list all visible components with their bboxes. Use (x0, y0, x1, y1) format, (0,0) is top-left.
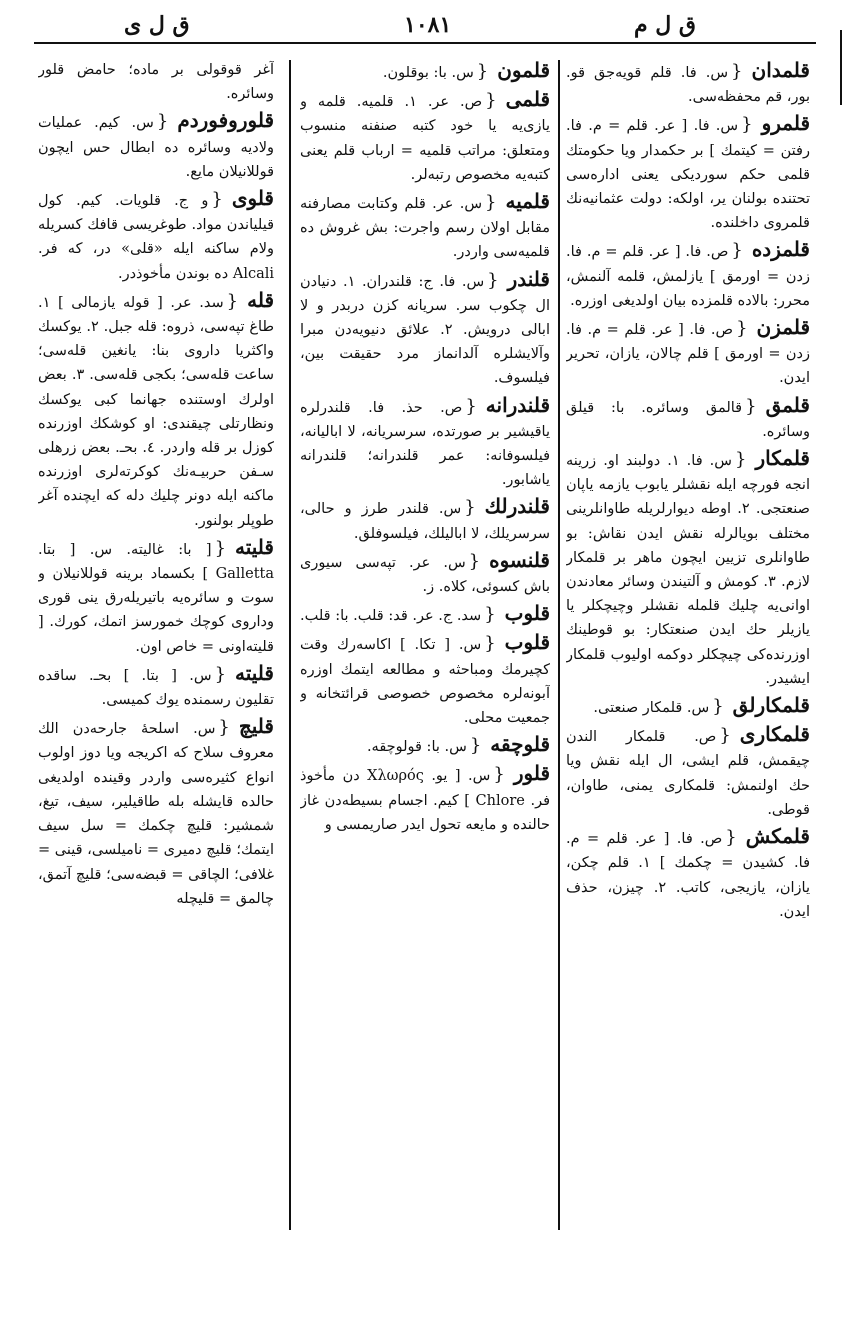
entry-definition: آغر قوقولی بر ماده؛ حامض قلور وسائره. (38, 62, 274, 103)
brace-mark: { (214, 537, 227, 559)
entry-headword: قلندر (507, 266, 550, 291)
brace-mark: { (468, 550, 481, 572)
brace-mark: { (719, 725, 731, 747)
brace-mark: { (226, 290, 239, 312)
column-right (566, 58, 810, 1233)
dictionary-entry (300, 267, 550, 391)
entry-headword: قلیته (235, 534, 274, 559)
brace-mark: { (741, 114, 753, 136)
entry-headword: قلمق (765, 392, 810, 417)
entry-definition: سد. عر. [ قوله یازمالی ] ١. طاغ تپه‌سی، ذروه: قله جبل. ٢. یوکسك واکثریا داروی بنا: یانغین قله‌سی؛ ساعت قله‌سی؛ بکجی قله‌سی. ٣. بعض اولرك اوستنده جهانما کبی یوکسك ونظارتلی چیقندی: او کوشکك اوزرنده کوزل بر قله واردر. ٤. بحـ. بعض زرهلی سـفن حربیـه‌نك کوکرته‌لری اوزرنده ماکنه ایله دونر چلیك دله که ایچنده آغر طوپلر بولنور. (38, 294, 274, 529)
dictionary-entry (300, 189, 550, 265)
entry-definition: س. عر. قلم وکتابت مصارفنه مقابل اولان رسم واجرت: بش غروش ده قلمیه‌سی واردر. (300, 196, 550, 261)
entry-definition: [ با: غالیته. س. [ بتا. Galletta ] بکسماد برینه قوللانیلان و سوت و سائره‌یه باتیریله‌رق ینی قوری وداروی کوچك خمورسز اتمك، کورك. [ قلیته‌اونی = خاص اون. (38, 541, 274, 655)
brace-mark: { (469, 735, 482, 757)
dictionary-entry (300, 601, 550, 628)
column-divider-right (558, 60, 560, 1230)
entry-definition: س. [ تکا. ] اکاسه‌رك وقت کچیرمك ومباحثه و مطالعه ایتمك اوزره آبونه‌لره مخصوص خصوصی قرائتخانه و جمعیت محلی. (300, 637, 550, 727)
entry-definition: س. قلندر طرز و حالی، سرسریلك، لا ابالیلك، فیلسوفلق. (300, 501, 550, 542)
page-header (34, 10, 816, 42)
brace-mark: { (493, 764, 505, 786)
brace-mark: { (464, 497, 476, 519)
brace-mark: { (484, 604, 496, 626)
brace-mark: { (156, 111, 169, 133)
dictionary-entry (566, 722, 810, 822)
brace-mark: { (487, 269, 499, 291)
dictionary-entry (566, 824, 810, 924)
dictionary-entry (38, 58, 274, 106)
entry-definition: سد. ج. عر. قد: قلب. با: قلب. (300, 608, 482, 625)
brace-mark: { (484, 633, 496, 655)
entry-headword: قلندرانه (485, 392, 550, 417)
entry-headword: قلیچ (238, 714, 274, 739)
margin-mark (840, 30, 842, 105)
entry-headword: قلوروفوردم (177, 108, 274, 133)
column-middle (300, 58, 550, 1233)
entry-definition: س. فا. [ عر. قلم = م. فا. رفتن = کیتمك ] بر حکمدار ویا حکومتك قلمی حکم سوردیکی یعنی اداره‌سی تحتنده بولنان یر، اولکه: دولت عثمانیه‌نك قلمروی داخلنده. (566, 118, 810, 232)
entry-headword: قلندرلك (484, 494, 550, 519)
dictionary-entry (38, 288, 274, 533)
entry-definition: ص. فا. [ عر. قلم = م. فا. زدن = اورمق ] یازلمش، قلمه آلنمش، محرر: بالاده قلمزده بیان اولدیغی اوزره. (566, 244, 810, 309)
dictionary-entry (38, 186, 274, 286)
dictionary-entry (566, 315, 810, 391)
brace-mark: { (214, 663, 227, 685)
entry-definition: ص. حذ. فا. قلندرلره یاقیشیر بر صورتده، سرسریانه، لا ابالیانه، فیلسوفانه: عمر قلندرانه؛ قلندرانه یاشابور. (300, 399, 550, 489)
entry-definition: و ج. قلویات. کیم. کول قیلیاندن مواد. طوغریسی قافك کسریله ولام ساکنه ایله «قلی» در، که فر. Alcali ده بوندن مأخوذدر. (38, 193, 274, 282)
dictionary-entry (566, 446, 810, 691)
dictionary-entry (300, 58, 550, 85)
dictionary-entry (300, 761, 550, 837)
entry-definition: ص. فا. [ عر. قلم = م. فا. زدن = اورمق ] قلم چالان، یازان، تحریر ایدن. (566, 322, 810, 387)
dictionary-entry (566, 111, 810, 235)
entry-definition: س. [ یو. Χλωρός دن مأخوذ فر. Chlore ] کیم. اجسام بسیطه‌دن غاز حالنده و مایعه تحول ایدر صاریمسی و (300, 768, 550, 833)
brace-mark: { (465, 395, 477, 417)
brace-mark: { (745, 395, 757, 417)
dictionary-entry (566, 393, 810, 444)
entry-headword: قلمکار (755, 446, 810, 471)
entry-headword: قلور (513, 761, 550, 786)
dictionary-entry (38, 714, 274, 911)
entry-headword: قلمون (497, 58, 550, 82)
entry-definition: س. فا. ١. دولبند او. زرینه انجه فورچه ایله نقشلر یابوب یازمه یاپان صنعتجی. ٢. اوطه دیوارلریله طاوانلرینی مختلف بویالرله نقش ایدن نقاش: بو طاوانلری تزیین ایچون ماهر بر قلمکار لازم. ٣. کومش و آلتیندن وسائر معادندن اوانی‌یه چلیك قلمله نقشلر وچیچکلر یا یازیلر حك ایدن صنعتکار: بو قوطینك اوزرنده‌کی چیچکلر دوکمه اولیوب قلمکار ایشیدر. (566, 453, 810, 687)
brace-mark: { (485, 90, 497, 112)
entry-definition: س. با: بوقلون. (382, 65, 474, 81)
entry-headword: قلمی (505, 87, 550, 112)
entry-headword: قلیته (235, 660, 274, 685)
column-left (38, 58, 274, 1233)
dictionary-entry (38, 535, 274, 659)
dictionary-entry (300, 630, 550, 730)
entry-headword: قلمزن (756, 315, 810, 340)
header-rule (34, 42, 816, 44)
entry-definition: س. [ بتا. ] بحـ. ساقده تقلیون رسمنده یوك کمیسی. (38, 667, 274, 709)
entry-definition: ص. عر. ١. قلمیه. قلمه و یازی‌یه یا خود کتبه صنفنه منسوب ومتعلق: مراتب قلمیه = ارباب قلم یعنی کتبه‌یه مخصوص رتبه‌لر. (300, 94, 550, 183)
dictionary-entry (300, 494, 550, 545)
brace-mark: { (731, 61, 743, 82)
dictionary-entry (300, 393, 550, 493)
dictionary-entry (38, 108, 274, 184)
brace-mark: { (712, 696, 724, 718)
brace-mark: { (485, 192, 497, 214)
brace-mark: { (735, 449, 747, 471)
entry-headword: قلوی (231, 186, 274, 211)
entry-headword: قلوب (504, 601, 550, 626)
entry-definition: س. فا. ج: قلندران. ١. دنیادن ال چکوب سر. سریانه کزن دربدر و لا ابالی درویش. ٢. علائق دنیویه‌دن مبرا وآلایشلره آلدانماز مرد حقیقت بین، فیلسوف. (300, 273, 550, 387)
entry-definition: س. عر. تپه‌سی سیوری باش کسوئی، کلاه. ز. (300, 554, 550, 596)
entry-headword: قلمکاری (739, 722, 810, 747)
header-left-letters: ق ل ی (124, 12, 190, 38)
entry-headword: قلمیه (505, 189, 550, 214)
entry-headword: قلوب (504, 630, 550, 655)
entry-definition: س. کیم. عملیات ولادیه وسائره ده ابطال حس ایچون قوللانیلان مایع. (38, 115, 274, 180)
dictionary-entry (566, 693, 810, 720)
brace-mark: { (211, 189, 223, 211)
entry-headword: قلمرو (761, 111, 810, 136)
brace-mark: { (731, 240, 743, 262)
entry-headword: قلنسوه (489, 547, 550, 572)
brace-mark: { (725, 827, 737, 849)
entry-definition: س. اسلحهٔ جارحه‌دن الك معروف سلاح که اکریجه ویا دوز اولوب انواع کثیره‌سی واردر وقینده اولدیغی حالده قایشله بله طاقیلیر، سیف، تیغ، شمشیر: قلیچ چکمك = سل سیف ایتمك؛ قلیچ دمیری = نامیلسی، قینی = غلافی؛ الچاقی = قبضه‌سی؛ قلیچ آتمق، چالمق = قلیچله (38, 721, 274, 907)
dictionary-entry (566, 58, 810, 109)
entry-definition: س. فا. قلم قویه‌جق قو. بور، قم محفظه‌سی. (566, 65, 810, 106)
brace-mark: { (476, 61, 489, 82)
entry-headword: قلمدان (751, 58, 810, 82)
dictionary-entry (300, 87, 550, 187)
entry-headword: قلمزده (751, 237, 810, 262)
entry-headword: قله (247, 287, 274, 312)
brace-mark: { (218, 717, 230, 739)
entry-definition: قالمق وسائره. با: قیلق وسائره. (566, 399, 810, 440)
header-right-letters: ق ل م (634, 12, 696, 38)
entry-headword: قلمکارلق (732, 693, 810, 718)
page-number: ١٠٨١ (404, 12, 452, 38)
dictionary-entry (300, 548, 550, 599)
entry-headword: قلوچقه (490, 732, 550, 757)
dictionary-entry (300, 732, 550, 759)
entry-definition: ص. فا. [ عر. قلم = م. فا. کشیدن = چکمك ] ١. قلم چکن، یازان، یازیجی، کاتب. ٢. چیزن، حذف ایدن. (566, 831, 810, 920)
brace-mark: { (736, 318, 748, 340)
entry-definition: س. با: قولوچقه. (366, 739, 467, 756)
entry-headword: قلمکش (745, 824, 810, 849)
dictionary-entry (566, 237, 810, 313)
entry-definition: ص. قلمکار الندن چیقمش، قلم ایشی، ال ایله نقش ویا حك اولنمش: قلمکاری یمنی، طاوان، قوطی. (566, 729, 810, 818)
entry-definition: س. قلمکار صنعتی. (593, 700, 710, 717)
dictionary-entry (38, 661, 274, 712)
column-divider-left (289, 60, 291, 1230)
